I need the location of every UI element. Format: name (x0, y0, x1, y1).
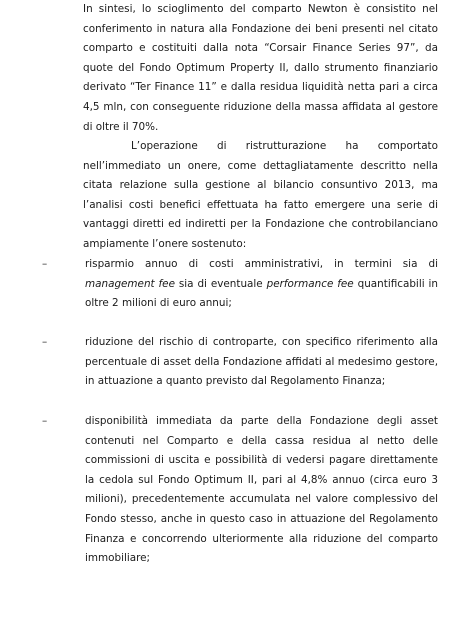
bullet-dash: – (42, 258, 48, 270)
bullet-item-counterparty-risk: riduzione del rischio di controparte, con specifico riferimento alla percentuale di asset della Fondazione affidati al medesimo gestore, in attuazione a quanto previsto dal Regolamento Finanza; (85, 336, 438, 388)
bullet-text: risparmio annuo di costi amministrativi, in termini sia di (85, 258, 438, 270)
paragraph-restructuring: L’operazione di ristrutturazione ha comportato nell’immediato un onere, come dettagliatamente descritto nella citata relazione sulla gestione al bilancio consuntivo 2013, ma l’analisi costi benefici effettuata ha fatto emergere una serie di vantaggi diretti ed indiretti per la Fondazione che controbilanciano ampiamente l’onere sostenuto: (83, 140, 438, 250)
bullet-item-asset-availability: disponibilità immediata da parte della Fondazione degli asset contenuti nel Comparto e della cassa residua al netto delle commissioni di uscita e possibilità di vedersi pagare direttamente la cedola sul Fondo Optimum II, pari al 4,8% annuo (circa euro 3 milioni), precedentemente accumulata nel valore complessivo del Fondo stesso, anche in questo caso in attuazione del Regolamento Finanza e concorrendo ulteriormente alla riduzione del comparto immobiliare; (85, 415, 438, 565)
bullet-emphasis: performance fee (266, 277, 354, 290)
bullet-emphasis: management fee (85, 277, 175, 290)
bullet-text: quantificabili in oltre 2 milioni di euro annui; (85, 277, 438, 310)
paragraph-newton-summary: In sintesi, lo scioglimento del comparto Newton è consistito nel conferimento in natura alla Fondazione dei beni presenti nel citato comparto e costituiti dalla nota “Corsair Finance Series 97”, da quote del Fondo Optimum Property II, dallo strumento finanziario derivato “Ter Finance 11” e dalla residua liquidità netta pari a circa 4,5 mln, con conseguente riduzione della massa affidata al gestore di oltre il 70%. (83, 3, 438, 133)
bullet-dash: – (42, 336, 48, 348)
bullet-text: sia di eventuale (174, 277, 267, 290)
bullet-item-admin-costs (85, 255, 438, 314)
bullet-dash: – (42, 415, 48, 427)
